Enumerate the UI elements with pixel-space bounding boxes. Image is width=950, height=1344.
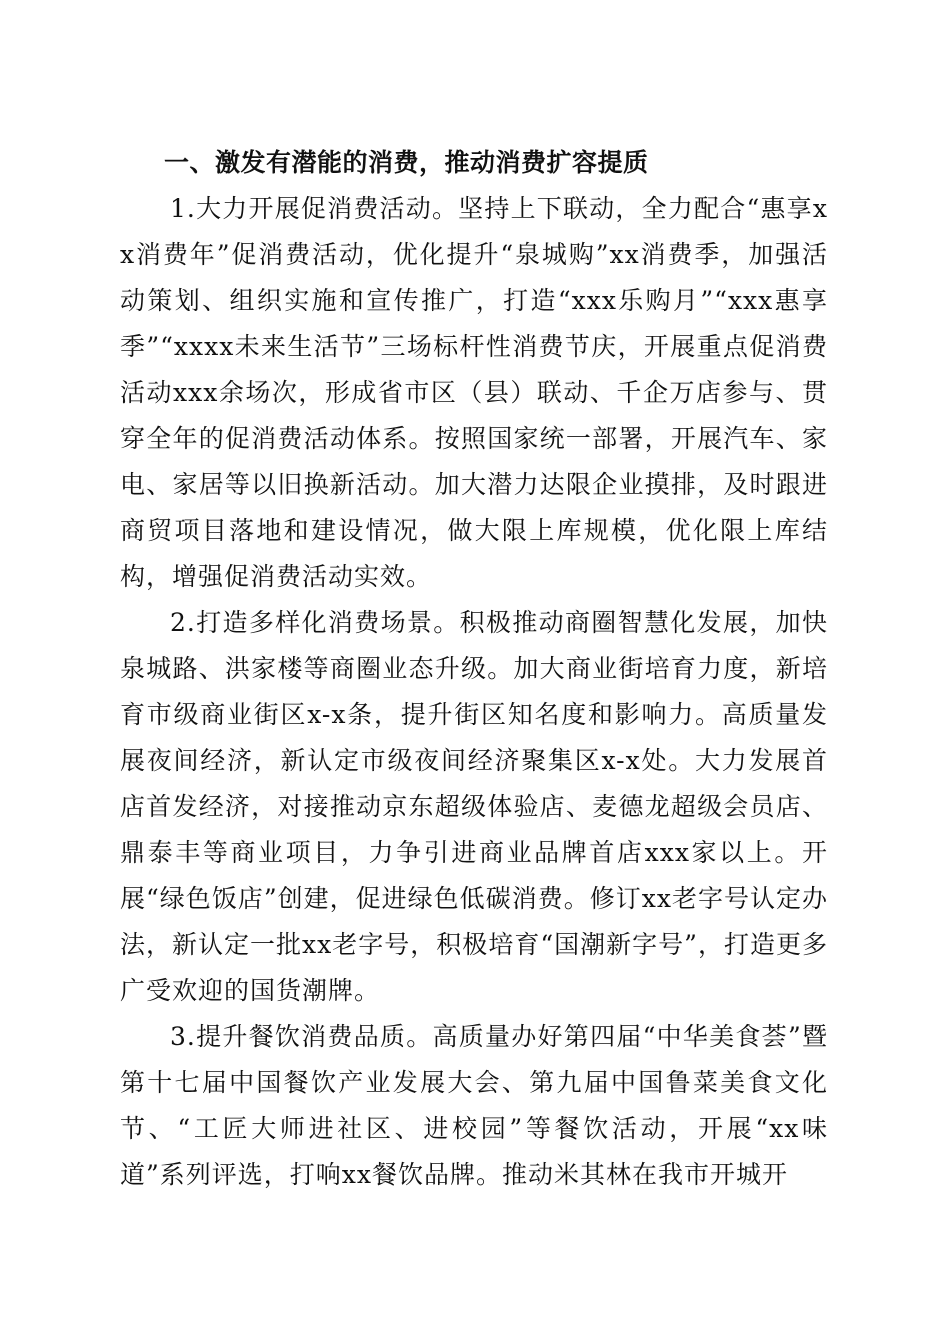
paragraph-2: 2.打造多样化消费场景。积极推动商圈智慧化发展，加快泉城路、洪家楼等商圈业态升级。加大商业街培育力度，新培育市级商业街区x-x条，提升街区知名度和影响力。高质量发展夜间经济，新认定市级夜间经济聚集区x-x处。大力发展首店首发经济，对接推动京东超级体验店、麦德龙超级会员店、鼎泰丰等商业项目，力争引进商业品牌首店xxx家以上。开展“绿色饭店”创建，促进绿色低碳消费。修订xx老字号认定办法，新认定一批xx老字号，积极培育“国潮新字号”，打造更多广受欢迎的国货潮牌。	[120, 608, 828, 1005]
paragraph-1: 1.大力开展促消费活动。坚持上下联动，全力配合“惠享xx消费年”促消费活动，优化提升“泉城购”xx消费季，加强活动策划、组织实施和宣传推广，打造“xxx乐购月”“xxx惠享季”“xxxx未来生活节”三场标杆性消费节庆，开展重点促消费活动xxx余场次，形成省市区（县）联动、千企万店参与、贯穿全年的促消费活动体系。按照国家统一部署，开展汽车、家电、家居等以旧换新活动。加大潜力达限企业摸排，及时跟进商贸项目落地和建设情况，做大限上库规模，优化限上库结构，增强促消费活动实效。	[120, 194, 828, 591]
paragraph-3: 3.提升餐饮消费品质。高质量办好第四届“中华美食荟”暨第十七届中国餐饮产业发展大会、第九届中国鲁菜美食文化节、“工匠大师进社区、进校园”等餐饮活动，开展“xx味道”系列评选，打响xx餐饮品牌。推动米其林在我市开城开	[120, 1022, 828, 1189]
section-heading: 一、激发有潜能的消费，推动消费扩容提质	[164, 148, 649, 177]
document-body	[120, 140, 828, 1198]
